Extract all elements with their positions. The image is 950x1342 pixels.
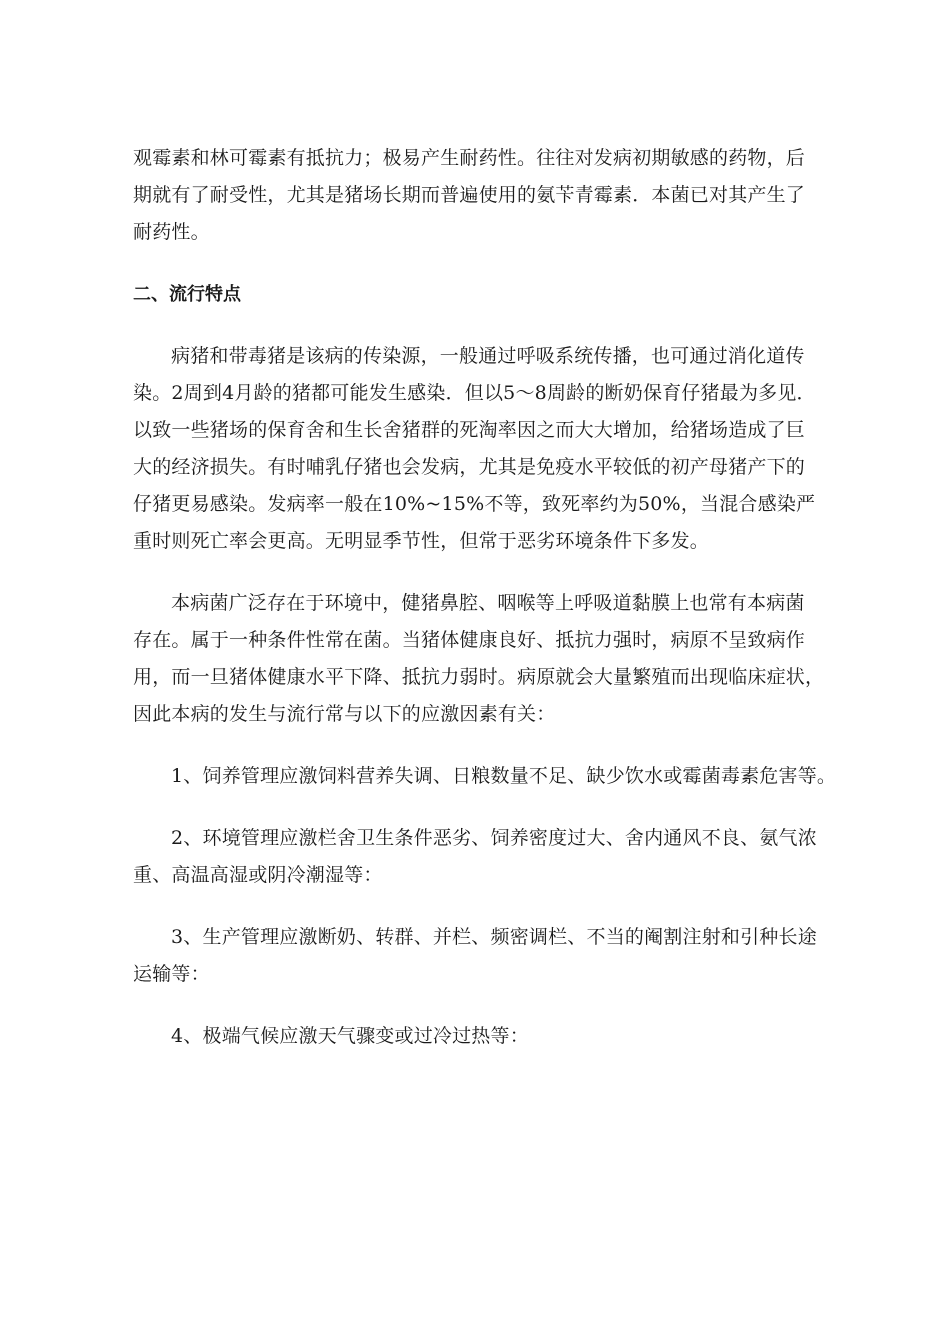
list-item-environment-stress <box>133 820 823 894</box>
text-line: 4、极端气候应激天气骤变或过冷过热等： <box>171 1025 529 1047</box>
text-line: 运输等： <box>133 963 210 985</box>
text-line: 重时则死亡率会更高。无明显季节性，但常于恶劣环境条件下多发。 <box>133 530 710 552</box>
text-line: 观霉素和林可霉素有抵抗力；极易产生耐药性。往往对发病初期敏感的药物，后 <box>133 147 806 169</box>
text-line: 本病菌广泛存在于环境中，健猪鼻腔、咽喉等上呼吸道黏膜上也常有本病菌 <box>171 592 805 614</box>
text-line: 耐药性。 <box>133 221 210 243</box>
list-item-climate-stress <box>133 1018 823 1055</box>
document-body <box>133 140 837 1080</box>
list-item-feeding-stress <box>133 758 837 795</box>
text-line: 病猪和带毒猪是该病的传染源，一般通过呼吸系统传播，也可通过消化道传 <box>171 345 805 367</box>
paragraph-antibiotic-resistance <box>133 140 823 251</box>
paragraph-transmission <box>133 338 823 560</box>
text-line: 2、环境管理应激栏舍卫生条件恶劣、饲养密度过大、舍内通风不良、氨气浓 <box>171 827 817 849</box>
text-line: 用，而一旦猪体健康水平下降、抵抗力弱时。病原就会大量繁殖而出现临床症状， <box>133 666 825 688</box>
section-heading: 二、流行特点 <box>133 284 241 305</box>
text-line: 重、高温高湿或阴冷潮湿等： <box>133 864 383 886</box>
list-item-production-stress <box>133 919 823 993</box>
text-line: 仔猪更易感染。发病率一般在10%~15%不等，致死率约为50%，当混合感染严 <box>133 493 816 515</box>
text-line: 存在。属于一种条件性常在菌。当猪体健康良好、抵抗力强时，病原不呈致病作 <box>133 629 806 651</box>
text-line: 以致一些猪场的保育舍和生长舍猪群的死淘率因之而大大增加，给猪场造成了巨 <box>133 419 806 441</box>
text-line: 染。2周到4月龄的猪都可能发生感染．但以5～8周龄的断奶保育仔猪最为多见． <box>133 382 816 404</box>
paragraph-conditional-pathogen <box>133 585 823 733</box>
text-line: 大的经济损失。有时哺乳仔猪也会发病，尤其是免疫水平较低的初产母猪产下的 <box>133 456 806 478</box>
text-line: 期就有了耐受性，尤其是猪场长期而普遍使用的氨苄青霉素．本菌已对其产生了 <box>133 184 806 206</box>
text-line: 1、饲养管理应激饲料营养失调、日粮数量不足、缺少饮水或霉菌毒素危害等。 <box>171 765 837 787</box>
text-line: 3、生产管理应激断奶、转群、并栏、频密调栏、不当的阉割注射和引种长途 <box>171 926 817 948</box>
text-line: 因此本病的发生与流行常与以下的应激因素有关： <box>133 703 556 725</box>
